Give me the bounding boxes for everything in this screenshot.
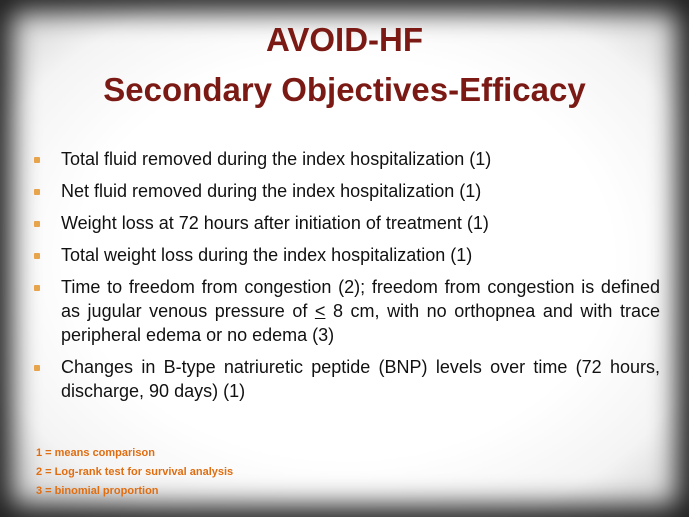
bullet-text: Net fluid removed during the index hospitalization (1) [61, 181, 482, 201]
bullet-square-icon [34, 189, 40, 195]
slide-title: AVOID-HF [265, 21, 424, 58]
bullet-item [34, 355, 660, 403]
footnote: 2 = Log-rank test for survival analysis [36, 466, 234, 478]
bullet-square-icon [34, 285, 40, 291]
slide-subtitle: Secondary Objectives-Efficacy [103, 71, 586, 108]
objectives-list [34, 147, 660, 411]
bullet-text-after: 8 cm, with no orthopnea and with trace peripheral edema or no edema (3) [61, 301, 660, 345]
bullet-item [34, 179, 660, 203]
bullet-square-icon [34, 221, 40, 227]
bullet-text-before: Time to freedom from congestion (2); freedom from congestion is defined as jugular venous pressure of [61, 277, 660, 321]
bullet-item [34, 275, 660, 347]
bullet-item [34, 211, 660, 235]
bullet-square-icon [34, 253, 40, 259]
bullet-square-icon [34, 365, 40, 371]
bullet-item [34, 147, 660, 171]
bullet-text: Changes in B-type natriuretic peptide (BNP) levels over time (72 hours, discharge, 90 days) (1) [61, 357, 660, 401]
footnotes [36, 444, 233, 501]
bullet-text: Total fluid removed during the index hospitalization (1) [61, 149, 492, 169]
footnote: 1 = means comparison [36, 447, 155, 459]
footnote: 3 = binomial proportion [36, 485, 159, 497]
bullet-square-icon [34, 157, 40, 163]
bullet-text: Total weight loss during the index hospitalization (1) [61, 245, 473, 265]
bullet-item [34, 243, 660, 267]
less-equal-symbol: < [314, 301, 326, 321]
bullet-text: Weight loss at 72 hours after initiation of treatment (1) [61, 213, 489, 233]
